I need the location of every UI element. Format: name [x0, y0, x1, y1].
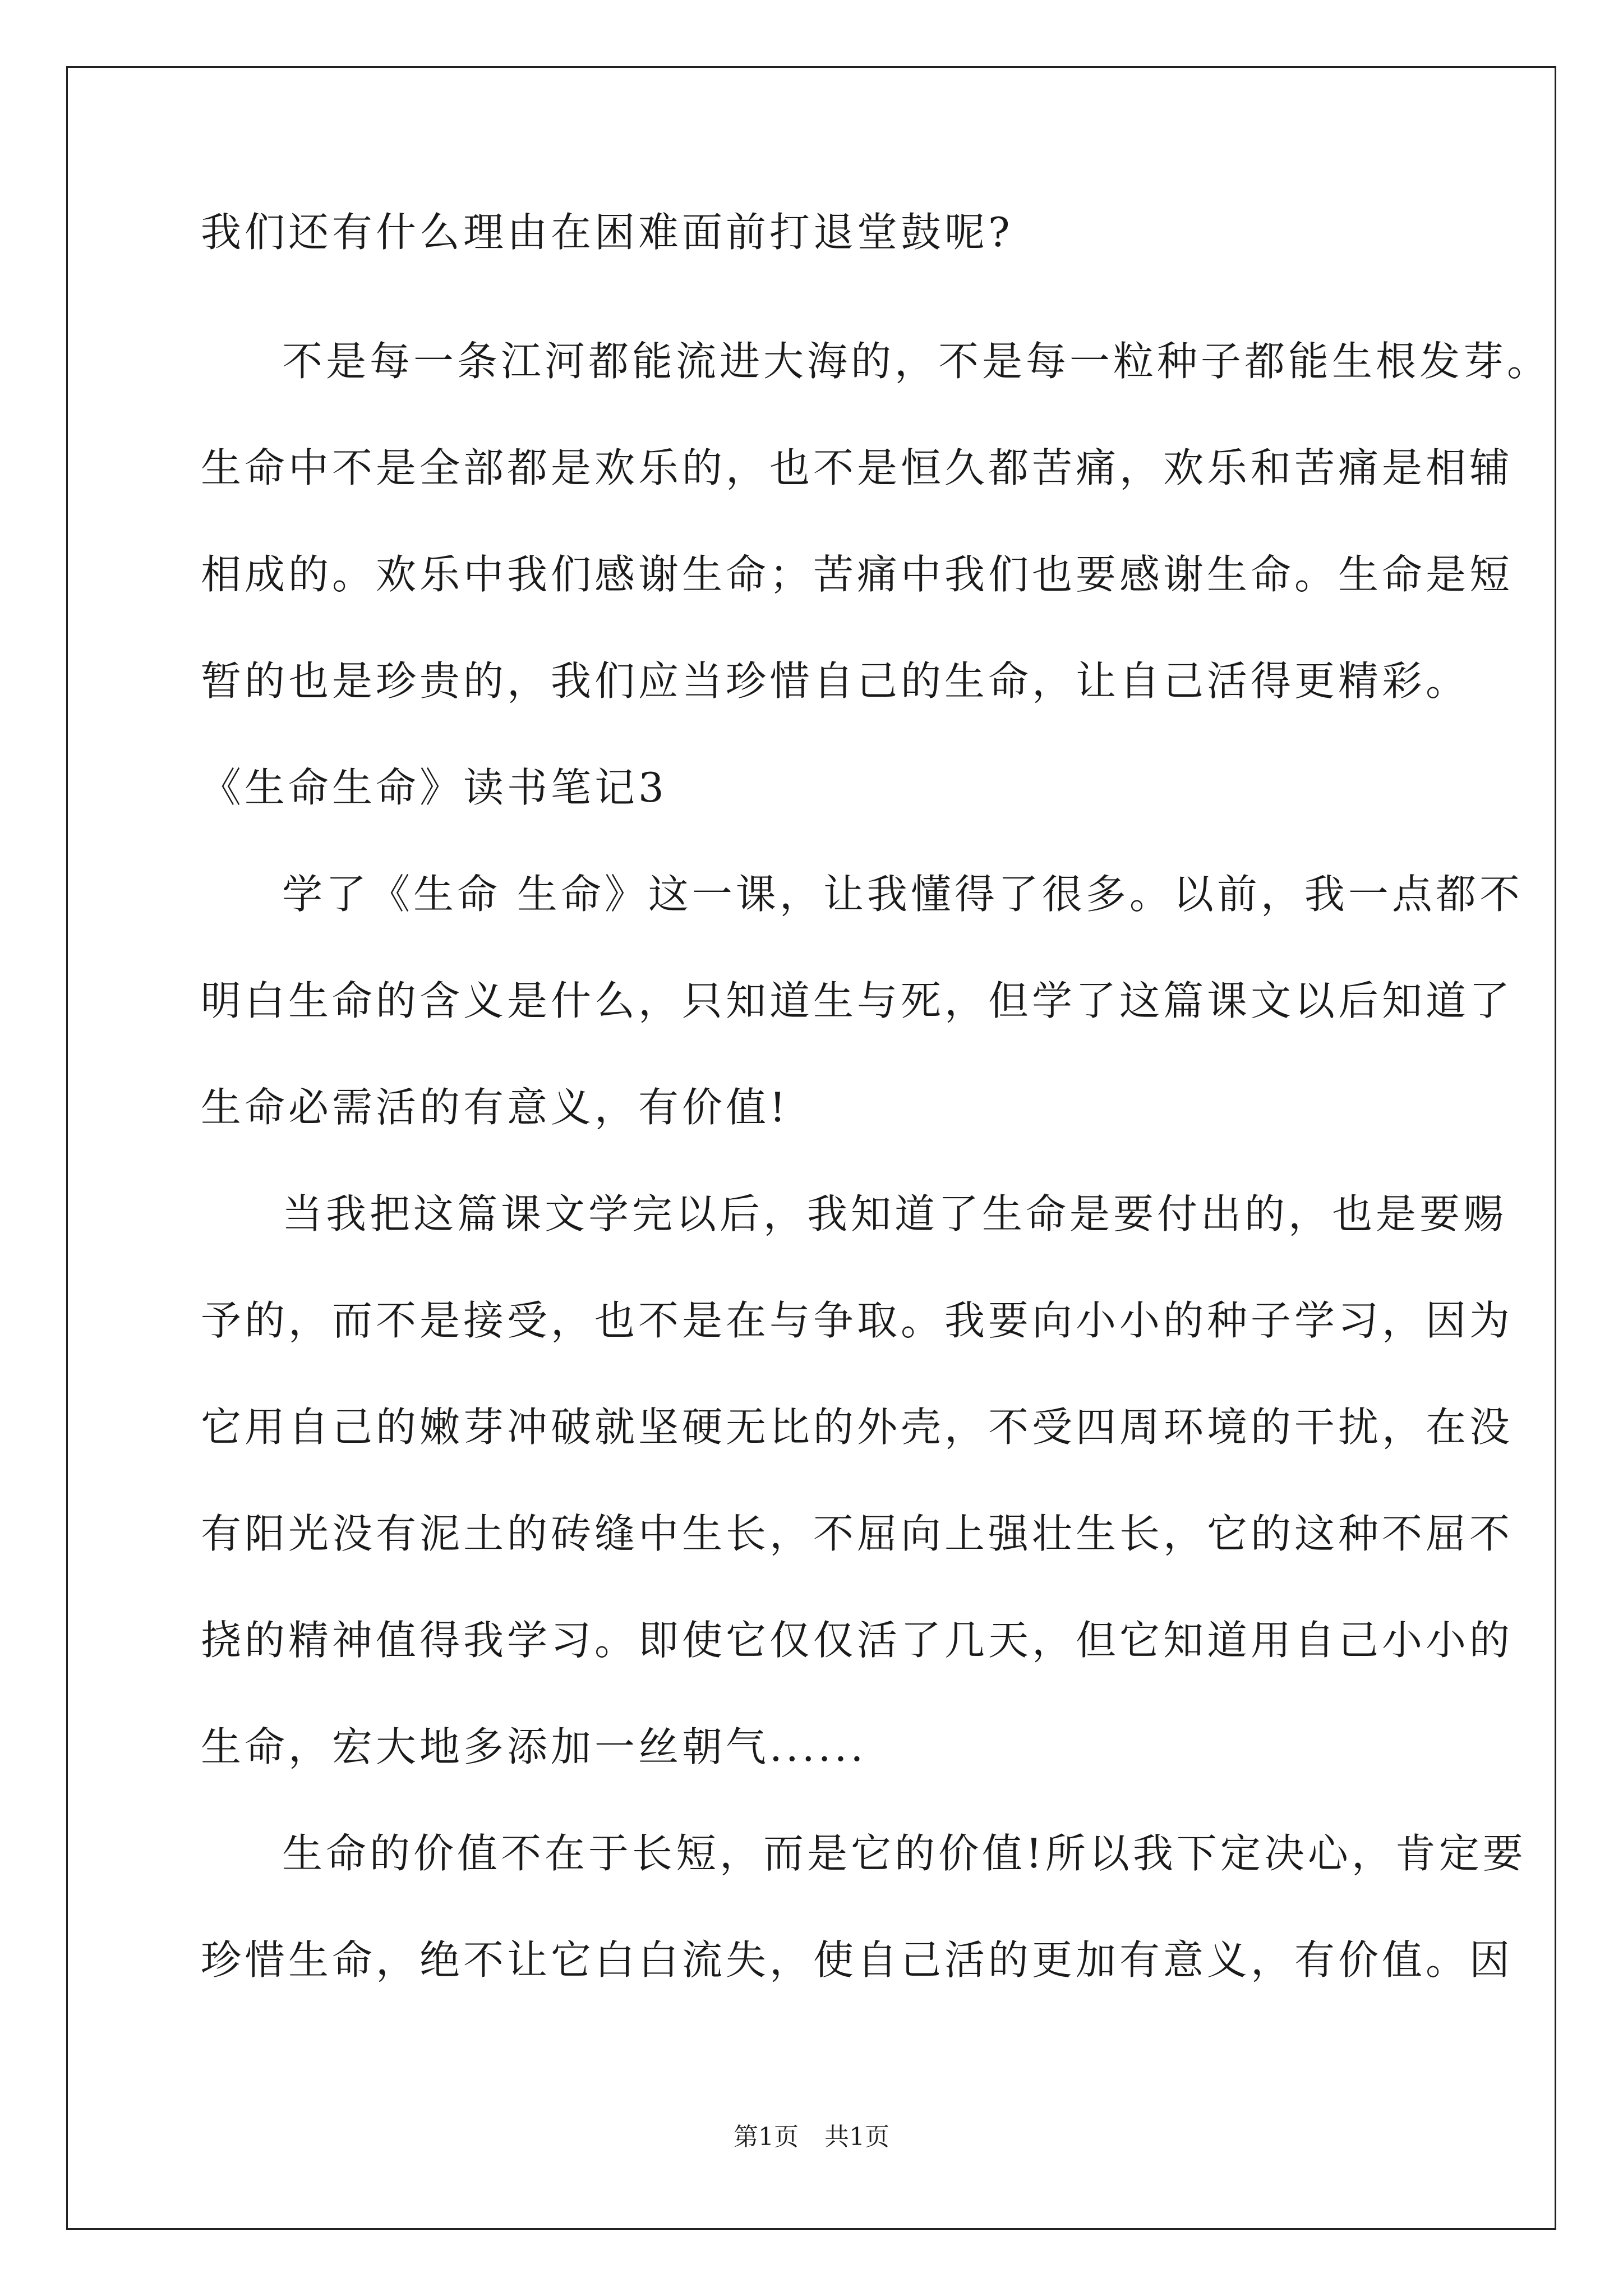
page-border [66, 66, 1556, 2230]
body-line: 予的，而不是接受，也不是在与争取。我要向小小的种子学习，因为 [201, 1297, 1514, 1344]
body-line: 挠的精神值得我学习。即使它仅仅活了几天，但它知道用自己小小的 [201, 1617, 1514, 1664]
page-number: 第1页 [734, 2123, 799, 2151]
body-line: 生命必需活的有意义，有价值! [201, 1084, 789, 1131]
section-heading: 《生命生命》读书笔记3 [201, 764, 667, 811]
body-line: 珍惜生命，绝不让它白白流失，使自己活的更加有意义，有价值。因 [201, 1936, 1514, 1984]
body-line: 它用自己的嫩芽冲破就坚硬无比的外壳，不受四周环境的干扰，在没 [201, 1404, 1514, 1451]
body-line: 明白生命的含义是什么，只知道生与死，但学了这篇课文以后知道了 [201, 977, 1514, 1024]
body-line: 生命的价值不在于长短，而是它的价值!所以我下定决心，肯定要 [282, 1830, 1527, 1877]
body-line: 暂的也是珍贵的，我们应当珍惜自己的生命，让自己活得更精彩。 [201, 657, 1470, 705]
body-line: 学了《生命 生命》这一课，让我懂得了很多。以前，我一点都不 [282, 871, 1523, 918]
body-line: 我们还有什么理由在困难面前打退堂鼓呢? [201, 209, 1013, 256]
body-line: 当我把这篇课文学完以后，我知道了生命是要付出的，也是要赐 [282, 1190, 1507, 1237]
page-total: 共1页 [824, 2123, 889, 2151]
body-line: 不是每一条江河都能流进大海的，不是每一粒种子都能生根发芽。 [282, 338, 1551, 385]
page-footer [0, 2122, 1623, 2153]
body-line: 生命，宏大地多添加一丝朝气...... [201, 1723, 867, 1770]
body-line: 有阳光没有泥土的砖缝中生长，不屈向上强壮生长，它的这种不屈不 [201, 1510, 1514, 1557]
body-line: 相成的。欢乐中我们感谢生命；苦痛中我们也要感谢生命。生命是短 [201, 551, 1514, 598]
body-line: 生命中不是全部都是欢乐的，也不是恒久都苦痛，欢乐和苦痛是相辅 [201, 444, 1514, 491]
